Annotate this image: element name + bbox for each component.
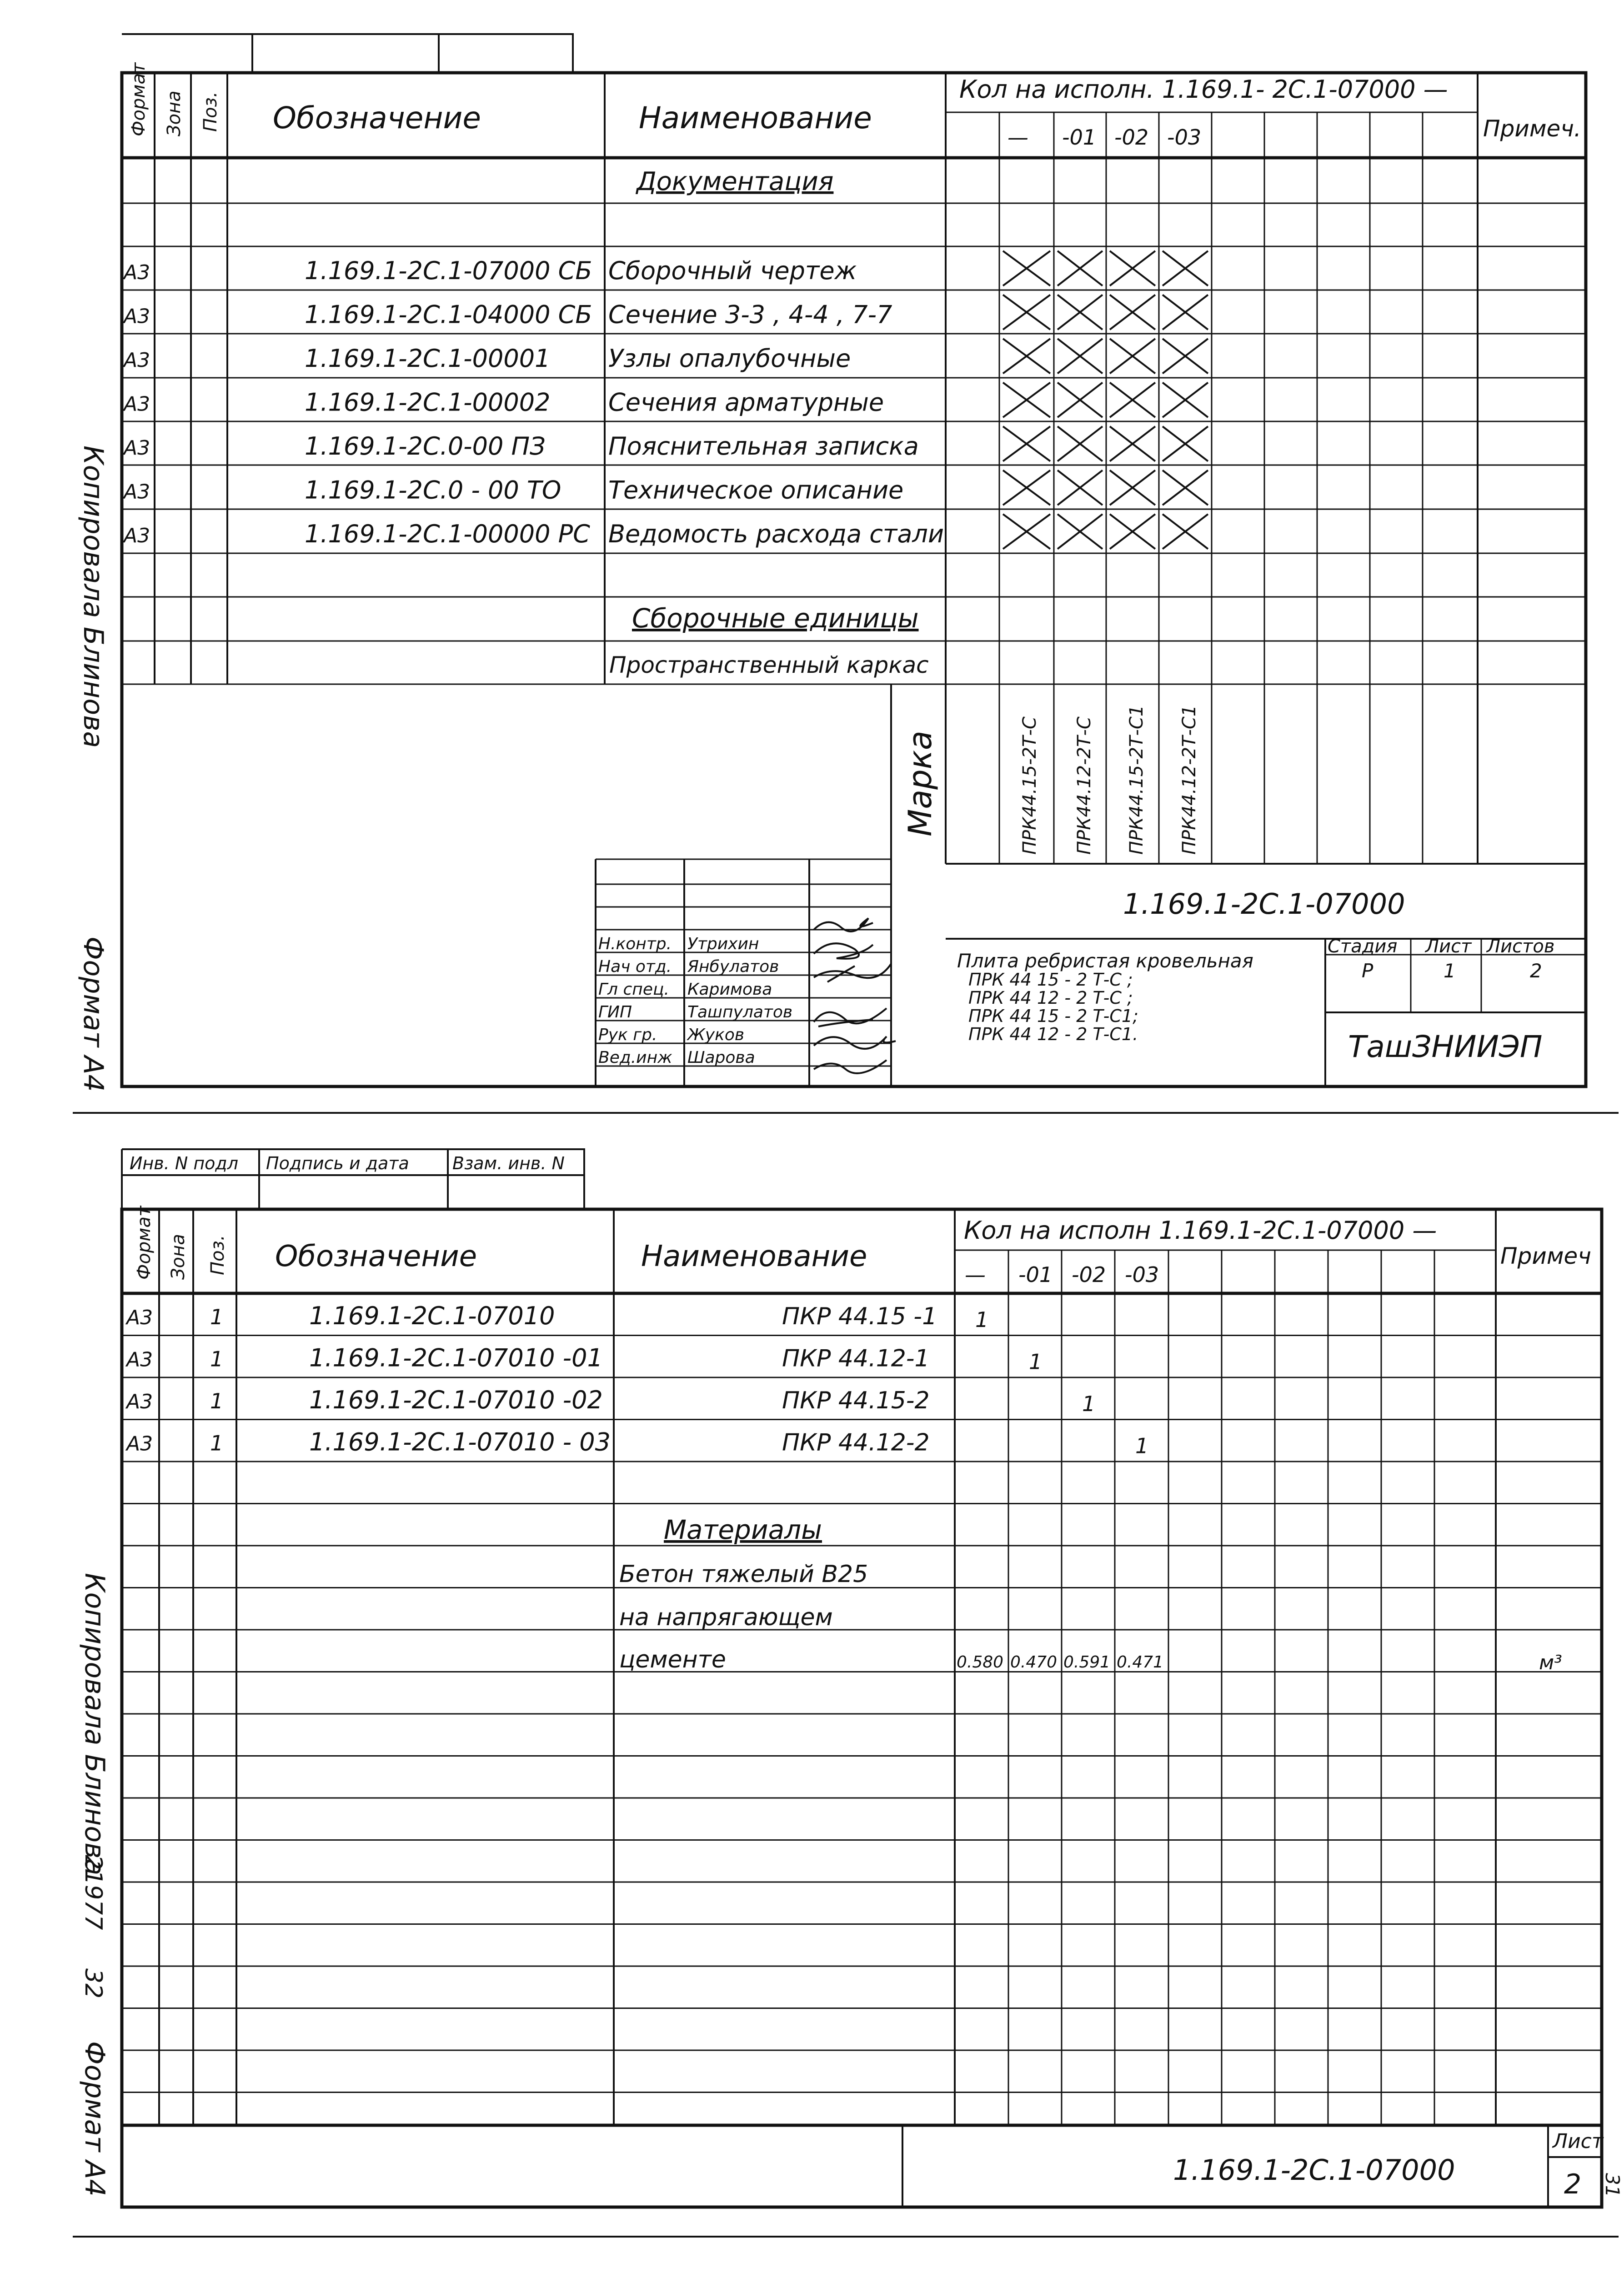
section-materials: Материалы: [664, 1514, 822, 1545]
item-designation: 1.169.1-2С.1-07010 - 03: [309, 1427, 611, 1457]
item-qty: 1: [1082, 1392, 1096, 1416]
cross-mark: [1058, 295, 1103, 330]
hdr2-qty-title: Кол на исполн 1.169.1-2С.1-07000 —: [964, 1216, 1437, 1245]
item-name: ПКР 44.15-2: [782, 1387, 930, 1414]
hdr-pos: Поз.: [200, 91, 221, 132]
hdr2-format: Формат: [134, 1206, 155, 1280]
section-docs: Документация: [637, 167, 834, 196]
sheets-val: 2: [1530, 960, 1542, 982]
doc-format: А3: [124, 480, 150, 504]
doc-designation: 1.169.1-2С.1-00002: [305, 388, 551, 417]
stage-val: Р: [1362, 960, 1373, 982]
cross-mark: [1058, 471, 1103, 506]
doc-designation: 1.169.1-2С.1-04000 СБ: [305, 300, 592, 329]
item-pos: 1: [210, 1347, 224, 1372]
staff-role: Рук гр.: [598, 1026, 657, 1044]
staff-role: ГИП: [598, 1003, 632, 1021]
sheet-hdr-2: Лист: [1553, 2130, 1604, 2153]
product-title-line: ПРК 44 12 - 2 Т-С ;: [968, 988, 1133, 1008]
material-line-2: на напрягающем: [619, 1604, 833, 1631]
cross-mark: [1058, 514, 1103, 549]
variant-header-2-1: -01: [1018, 1262, 1053, 1287]
mark-label: ПРК44.15-2Т-С1: [1126, 705, 1147, 855]
cross-mark: [1110, 295, 1155, 330]
staff-name: Шарова: [687, 1048, 755, 1067]
hdr-name: Наименование: [639, 100, 872, 135]
staff-role: Гл спец.: [598, 980, 669, 999]
item-name: ПКР 44.12-2: [782, 1429, 930, 1457]
cross-mark: [1110, 383, 1155, 418]
item-qty: 1: [1135, 1433, 1149, 1458]
hdr-qty-title: Кол на исполн. 1.169.1- 2С.1-07000 —: [959, 75, 1448, 104]
hdr-note: Примеч.: [1483, 115, 1581, 142]
product-title-line: ПРК 44 12 - 2 Т-С1.: [968, 1024, 1138, 1044]
doc-name: Узлы опалубочные: [608, 344, 851, 373]
cross-mark: [1003, 471, 1050, 506]
cross-mark: [1110, 471, 1155, 506]
doc-designation: 1.169.1-2С.1-07000 СБ: [305, 256, 592, 285]
doc-format: А3: [124, 305, 150, 328]
material-qty-value: 0.580: [957, 1653, 1004, 1672]
cross-mark: [1110, 339, 1155, 374]
staff-role: Н.контр.: [598, 935, 672, 953]
side-num: 21977: [80, 1855, 107, 1930]
side-copied-1: Копировала Блинова: [77, 446, 109, 748]
variant-headers: [1007, 125, 1201, 150]
cross-mark: [1058, 383, 1103, 418]
staff-name: Янбулатов: [687, 957, 779, 976]
stamp-sign: Подпись и дата: [266, 1153, 409, 1173]
side-copied-2: Копировала Блинова: [79, 1573, 110, 1876]
variant-header-2-0: —: [965, 1262, 986, 1287]
cross-mark: [1058, 251, 1103, 286]
sheets-hdr: Листов: [1487, 936, 1555, 957]
staff-name: Каримова: [687, 980, 772, 999]
item-designation: 1.169.1-2С.1-07010: [309, 1302, 555, 1330]
stage-hdr: Стадия: [1328, 936, 1398, 957]
cross-mark: [1110, 426, 1155, 461]
sheet-2: [79, 1149, 1624, 2207]
variant-header-3: -03: [1167, 125, 1202, 150]
mark-label: ПРК44.15-2Т-С: [1019, 716, 1040, 855]
page-number: 31: [1601, 2173, 1624, 2198]
item-pos: 1: [210, 1431, 224, 1456]
cross-mark: [1003, 383, 1050, 418]
hdr2-note: Примеч: [1500, 1243, 1591, 1269]
cross-mark: [1163, 514, 1208, 549]
hdr-format: Формат: [128, 62, 149, 136]
doc-designation: 1.169.1-2С.0 - 00 ТО: [305, 476, 561, 505]
sheet-val-1: 1: [1444, 960, 1456, 982]
sheet-hdr-1: Лист: [1425, 936, 1472, 957]
unit-row: Пространственный каркас: [609, 652, 929, 678]
material-qty-value: 0.591: [1063, 1653, 1111, 1672]
cross-mark: [1003, 514, 1050, 549]
side-format-1: Формат А4: [77, 936, 109, 1092]
cross-mark: [1003, 251, 1050, 286]
cross-mark: [1058, 426, 1103, 461]
cross-mark: [1163, 339, 1208, 374]
variant-header-2-3: -03: [1125, 1262, 1159, 1287]
variant-header-0: —: [1007, 125, 1028, 150]
hdr2-pos: Поз.: [207, 1235, 228, 1275]
item-designation: 1.169.1-2С.1-07010 -02: [309, 1386, 603, 1414]
doc-name: Ведомость расхода стали: [608, 520, 944, 548]
material-qty: [957, 1653, 1163, 1672]
item-name: ПКР 44.12-1: [782, 1345, 930, 1372]
product-title: [957, 950, 1253, 1044]
doc-name: Пояснительная записка: [608, 432, 919, 461]
cross-mark: [1003, 295, 1050, 330]
item-format: А3: [126, 1348, 153, 1372]
org-name: ТашЗНИИЭП: [1348, 1029, 1543, 1064]
hdr2-zone: Зона: [168, 1234, 189, 1280]
doc-code-1: 1.169.1-2С.1-07000: [1123, 887, 1405, 921]
doc-designation: 1.169.1-2С.0-00 ПЗ: [305, 432, 546, 461]
variant-header-2: -02: [1114, 125, 1149, 150]
staff-name: Жуков: [687, 1026, 745, 1044]
item-designation: 1.169.1-2С.1-07010 -01: [309, 1343, 603, 1372]
variant-header-2-2: -02: [1072, 1262, 1106, 1287]
mark-labels: [1019, 705, 1200, 855]
item-qty: 1: [975, 1307, 989, 1332]
item-qty: 1: [1029, 1349, 1043, 1374]
material-line-3: цементе: [619, 1646, 726, 1673]
cross-mark: [1163, 471, 1208, 506]
cross-mark: [1110, 514, 1155, 549]
doc-format: А3: [124, 261, 150, 284]
material-qty-value: 0.471: [1117, 1653, 1164, 1672]
doc-name: Техническое описание: [608, 476, 904, 505]
doc-rows: [122, 256, 944, 548]
staff-role: Нач отд.: [598, 957, 672, 976]
doc-format: А3: [124, 436, 150, 460]
mark-label: ПРК44.12-2Т-С: [1074, 716, 1095, 855]
marka-label: Марка: [902, 731, 939, 836]
material-unit: м³: [1539, 1651, 1562, 1674]
hdr-zone: Зона: [164, 90, 185, 136]
item-format: А3: [126, 1306, 153, 1329]
doc-name: Сечения арматурные: [608, 388, 884, 417]
doc-designation: 1.169.1-2С.1-00001: [305, 344, 551, 373]
staff-role: Вед.инж: [598, 1048, 672, 1067]
item-format: А3: [126, 1432, 153, 1456]
variant-header-1: -01: [1062, 125, 1097, 150]
material-line-1: Бетон тяжелый В25: [619, 1561, 868, 1588]
cross-mark: [1163, 383, 1208, 418]
sheet-1: [77, 34, 1586, 1092]
stamp-inv: Инв. N подл: [130, 1153, 238, 1173]
cross-mark: [1003, 339, 1050, 374]
mark-label: ПРК44.12-2Т-С1: [1179, 705, 1200, 855]
doc-name: Сечение 3-3 , 4-4 , 7-7: [608, 300, 892, 329]
cross-mark: [1110, 251, 1155, 286]
cross-mark: [1163, 426, 1208, 461]
cross-mark: [1058, 339, 1103, 374]
cross-mark: [1163, 295, 1208, 330]
product-title-line: ПРК 44 15 - 2 Т-С ;: [968, 970, 1133, 990]
cross-mark: [1003, 426, 1050, 461]
staff-list: [598, 935, 792, 1067]
side-format-2: Формат А4: [79, 2041, 110, 2197]
sheet-val-2: 2: [1564, 2168, 1582, 2200]
item-pos: 1: [210, 1389, 224, 1413]
item-rows: [125, 1302, 1148, 1458]
item-format: А3: [126, 1390, 153, 1413]
staff-name: Ташпулатов: [687, 1003, 793, 1021]
item-pos: 1: [210, 1305, 224, 1329]
hdr-designation: Обозначение: [273, 100, 481, 135]
hdr2-name: Наименование: [641, 1240, 867, 1273]
section-units: Сборочные единицы: [632, 603, 919, 634]
doc-format: А3: [124, 524, 150, 547]
doc-code-2: 1.169.1-2С.1-07000: [1173, 2153, 1455, 2187]
doc-name: Сборочный чертеж: [608, 256, 857, 285]
item-name: ПКР 44.15 -1: [782, 1303, 937, 1330]
staff-name: Утрихин: [687, 935, 759, 953]
product-title-line: Плита ребристая кровельная: [957, 950, 1253, 972]
product-title-line: ПРК 44 15 - 2 Т-С1;: [968, 1006, 1138, 1026]
doc-format: А3: [124, 392, 150, 416]
material-qty-value: 0.470: [1010, 1653, 1058, 1672]
cross-mark: [1163, 251, 1208, 286]
doc-format: А3: [124, 349, 150, 372]
stamp-vzam: Взам. инв. N: [452, 1153, 565, 1173]
side-page: 32: [80, 1968, 107, 1999]
signatures: [814, 918, 896, 1073]
doc-designation: 1.169.1-2С.1-00000 РС: [305, 520, 590, 548]
hdr2-designation: Обозначение: [275, 1240, 477, 1273]
